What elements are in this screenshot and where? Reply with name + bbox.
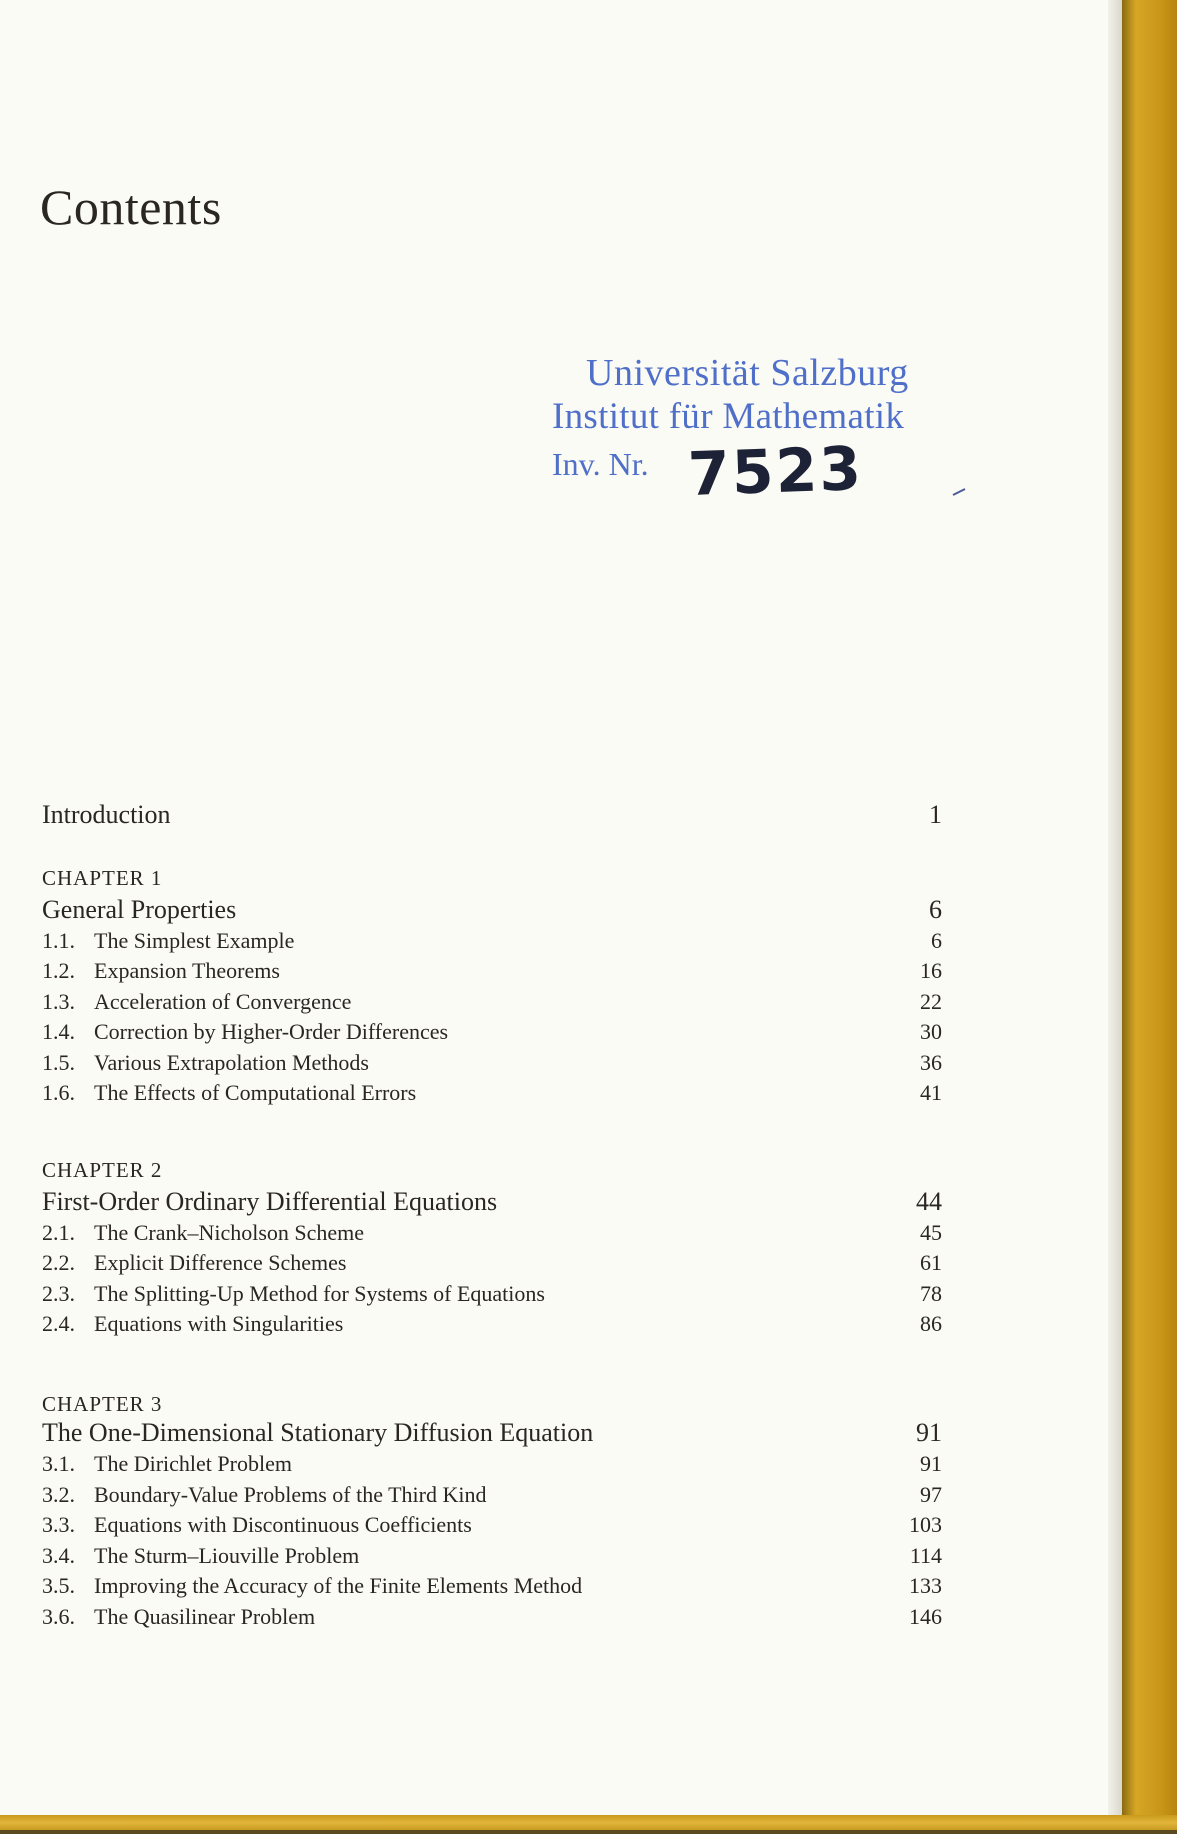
toc-entry-title <box>42 1543 359 1569</box>
toc-entry-title <box>42 1311 343 1337</box>
chapter-label <box>0 866 1122 898</box>
toc-entry-title: The Quasilinear Problem <box>94 1604 316 1629</box>
toc-entry-title <box>42 1451 292 1477</box>
toc-entry-title: Introduction <box>42 800 171 829</box>
toc-section-number: 3.6. <box>42 1604 75 1629</box>
toc-section-number: 1.4. <box>42 1019 75 1044</box>
toc-entry-title <box>42 928 294 954</box>
toc-section-number: 1.3. <box>42 989 75 1014</box>
toc-entry-page: 103 <box>909 1512 942 1537</box>
toc-entry-title <box>42 1281 545 1307</box>
toc-entry-title <box>42 1080 416 1106</box>
toc-entry-title: CHAPTER 3 <box>42 1392 163 1416</box>
toc-entry-page: 1 <box>929 800 942 829</box>
toc-section-number: 1.6. <box>42 1080 75 1105</box>
toc-entry-page: 91 <box>916 1418 942 1447</box>
toc-section-number: 3.1. <box>42 1451 75 1476</box>
toc-entry-page: 133 <box>909 1573 942 1598</box>
toc-section-number: 1.1. <box>42 928 75 953</box>
stamp-line-university: Universität Salzburg <box>586 352 909 394</box>
toc-entry-page: 41 <box>920 1080 942 1105</box>
toc-entry-page: 6 <box>929 895 942 924</box>
toc-entry-title: Correction by Higher-Order Differences <box>94 1019 449 1044</box>
toc-entry-page: 91 <box>920 1451 942 1476</box>
handwritten-inventory-number: 7523 <box>686 433 865 511</box>
toc-entry-title: Boundary-Value Problems of the Third Kind <box>94 1482 487 1507</box>
toc-entry-title <box>42 989 351 1015</box>
toc-entry-title: Acceleration of Convergence <box>94 989 352 1014</box>
toc-chapter-heading[interactable] <box>0 1187 1122 1219</box>
toc-entry-page: 36 <box>920 1050 942 1075</box>
toc-section-entry[interactable] <box>0 1281 1122 1313</box>
toc-entry-title <box>42 1512 472 1538</box>
toc-section-number: 2.2. <box>42 1250 75 1275</box>
toc-entry-title: Equations with Discontinuous Coefficients <box>94 1512 472 1537</box>
toc-entry-title <box>42 1604 315 1630</box>
stamp-inventory-label: Inv. Nr. <box>552 446 649 482</box>
toc-entry-title <box>42 1250 347 1276</box>
toc-section-number: 2.1. <box>42 1220 75 1245</box>
toc-section-entry[interactable] <box>0 1604 1122 1636</box>
toc-section-entry[interactable] <box>0 1451 1122 1483</box>
toc-entry-page: 114 <box>909 1543 942 1568</box>
toc-entry-page: 146 <box>909 1604 942 1629</box>
toc-entry-title <box>42 1050 369 1076</box>
toc-entry-page: 22 <box>920 989 942 1014</box>
toc-entry-title <box>42 1220 364 1246</box>
toc-entry-page: 16 <box>920 958 942 983</box>
toc-section-entry[interactable] <box>0 1512 1122 1544</box>
toc-entry-page: 30 <box>920 1019 942 1044</box>
toc-section-entry[interactable] <box>0 1220 1122 1252</box>
pencil-tick-mark <box>952 488 966 496</box>
toc-section-entry[interactable] <box>0 1311 1122 1343</box>
toc-entry-title <box>42 1573 582 1599</box>
toc-entry-title: General Properties <box>42 895 237 924</box>
toc-entry-page: 44 <box>916 1187 942 1216</box>
toc-section-entry[interactable] <box>0 1482 1122 1514</box>
toc-entry-title: Equations with Singularities <box>94 1311 344 1336</box>
toc-section-entry[interactable] <box>0 1250 1122 1282</box>
toc-entry-title: Improving the Accuracy of the Finite Elements Method <box>94 1573 583 1598</box>
toc-section-entry[interactable] <box>0 958 1122 990</box>
toc-chapter-heading[interactable] <box>0 1418 1122 1450</box>
toc-entry-page: 97 <box>920 1482 942 1507</box>
toc-entry-page: 45 <box>920 1220 942 1245</box>
toc-section-number: 3.4. <box>42 1543 75 1568</box>
toc-section-entry[interactable] <box>0 1573 1122 1605</box>
toc-entry-page: 78 <box>920 1281 942 1306</box>
toc-entry-page: 86 <box>920 1311 942 1336</box>
toc-entry-title <box>42 958 280 984</box>
toc-entry-title: The One-Dimensional Stationary Diffusion Equation <box>42 1418 594 1447</box>
toc-section-entry[interactable] <box>0 1543 1122 1575</box>
toc-entry-title: CHAPTER 2 <box>42 1158 163 1182</box>
toc-section-number: 1.2. <box>42 958 75 983</box>
toc-entry-title: The Crank–Nicholson Scheme <box>94 1220 365 1245</box>
toc-entry-title: First-Order Ordinary Differential Equations <box>42 1187 498 1216</box>
toc-section-number: 3.5. <box>42 1573 75 1598</box>
toc-section-number: 2.4. <box>42 1311 75 1336</box>
page-title: Contents <box>40 179 222 235</box>
toc-entry-title: CHAPTER 1 <box>42 866 163 890</box>
toc-entry-page: 61 <box>920 1250 942 1275</box>
toc-entry-title: Expansion Theorems <box>94 958 280 983</box>
toc-entry-title: Explicit Difference Schemes <box>94 1250 347 1275</box>
book-edge <box>1122 0 1177 1834</box>
toc-entry-title <box>42 1482 486 1508</box>
stamp-line-institute: Institut für Mathematik <box>552 396 905 437</box>
toc-entry-title: Various Extrapolation Methods <box>94 1050 369 1075</box>
toc-entry-title: The Sturm–Liouville Problem <box>94 1543 360 1568</box>
toc-entry-title <box>42 1019 448 1045</box>
toc-chapter-heading[interactable] <box>0 895 1122 927</box>
chapter-label <box>0 1158 1122 1190</box>
toc-section-entry[interactable] <box>0 1080 1122 1112</box>
toc-section-entry[interactable] <box>0 989 1122 1021</box>
toc-entry-title: The Splitting-Up Method for Systems of Equations <box>94 1281 545 1306</box>
toc-entry-title: The Simplest Example <box>94 928 295 953</box>
toc-section-number: 3.2. <box>42 1482 75 1507</box>
toc-section-entry[interactable] <box>0 928 1122 960</box>
toc-entry-page: 6 <box>931 928 942 953</box>
toc-section-number: 3.3. <box>42 1512 75 1537</box>
toc-section-number: 1.5. <box>42 1050 75 1075</box>
book-bottom-shadow <box>0 1830 1177 1834</box>
toc-section-entry[interactable] <box>0 1019 1122 1051</box>
toc-entry-title: The Dirichlet Problem <box>94 1451 292 1476</box>
toc-entry-title: The Effects of Computational Errors <box>94 1080 417 1105</box>
toc-section-number: 2.3. <box>42 1281 75 1306</box>
toc-section-entry[interactable] <box>0 1050 1122 1082</box>
toc-entry-introduction[interactable] <box>0 800 1122 832</box>
